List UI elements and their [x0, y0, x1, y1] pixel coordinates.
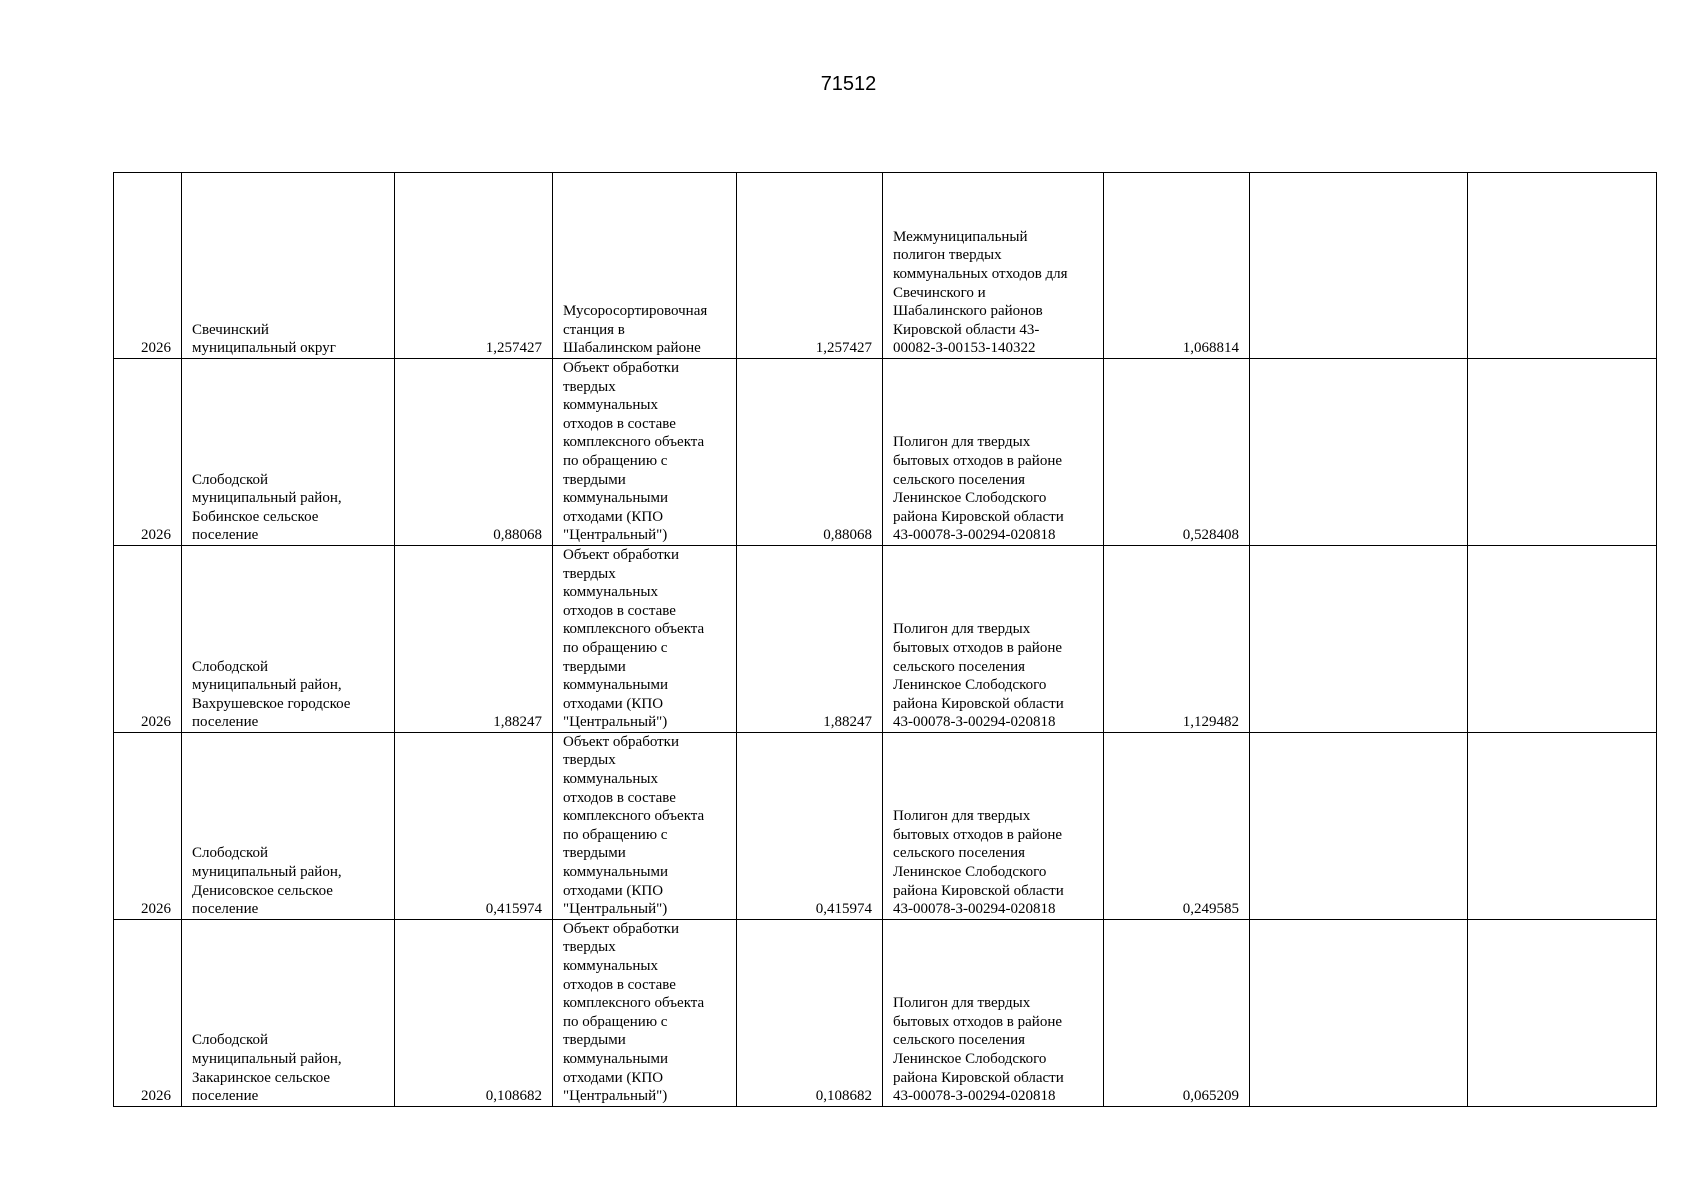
year-cell: 2026 — [114, 732, 182, 919]
landfill-volume-cell: 0,249585 — [1104, 732, 1250, 919]
municipality-cell: Слободской муниципальный район, Закаринское сельское поселение — [182, 919, 395, 1106]
empty-cell — [1250, 359, 1468, 546]
empty-cell — [1468, 173, 1657, 359]
empty-cell — [1468, 919, 1657, 1106]
landfill-volume-cell: 1,129482 — [1104, 545, 1250, 732]
year-cell: 2026 — [114, 359, 182, 546]
landfill-volume-cell: 0,528408 — [1104, 359, 1250, 546]
landfill-cell: Полигон для твердых бытовых отходов в районе сельского поселения Ленинское Слободского района Кировской области 43-00078-З-00294-020818 — [883, 545, 1104, 732]
table-row — [114, 732, 1657, 919]
empty-cell — [1468, 732, 1657, 919]
table-row — [114, 545, 1657, 732]
facility-cell: Объект обработки твердых коммунальных отходов в составе комплексного объекта по обращению с твердыми коммунальными отходами (КПО "Центральный") — [553, 359, 737, 546]
facility-volume-cell: 1,257427 — [737, 173, 883, 359]
facility-cell: Объект обработки твердых коммунальных отходов в составе комплексного объекта по обращению с твердыми коммунальными отходами (КПО "Центральный") — [553, 545, 737, 732]
empty-cell — [1250, 545, 1468, 732]
municipality-cell: Слободской муниципальный район, Вахрушевское городское поселение — [182, 545, 395, 732]
table-row — [114, 173, 1657, 359]
year-cell: 2026 — [114, 545, 182, 732]
empty-cell — [1250, 173, 1468, 359]
empty-cell — [1468, 359, 1657, 546]
facility-volume-cell: 0,108682 — [737, 919, 883, 1106]
volume-cell: 0,415974 — [395, 732, 553, 919]
landfill-volume-cell: 1,068814 — [1104, 173, 1250, 359]
table-row — [114, 919, 1657, 1106]
landfill-cell: Межмуниципальный полигон твердых коммунальных отходов для Свечинского и Шабалинского районов Кировской области 43- 00082-З-00153-140322 — [883, 173, 1104, 359]
municipality-cell: Слободской муниципальный район, Бобинское сельское поселение — [182, 359, 395, 546]
page-number: 71512 — [820, 73, 877, 95]
facility-cell: Мусоросортировочная станция в Шабалинском районе — [553, 173, 737, 359]
facility-cell: Объект обработки твердых коммунальных отходов в составе комплексного объекта по обращению с твердыми коммунальными отходами (КПО "Центральный") — [553, 919, 737, 1106]
waste-flow-table — [113, 172, 1657, 1107]
volume-cell: 1,88247 — [395, 545, 553, 732]
volume-cell: 1,257427 — [395, 173, 553, 359]
volume-cell: 0,88068 — [395, 359, 553, 546]
facility-volume-cell: 0,415974 — [737, 732, 883, 919]
landfill-cell: Полигон для твердых бытовых отходов в районе сельского поселения Ленинское Слободского района Кировской области 43-00078-З-00294-020818 — [883, 359, 1104, 546]
landfill-volume-cell: 0,065209 — [1104, 919, 1250, 1106]
empty-cell — [1250, 732, 1468, 919]
municipality-cell: Слободской муниципальный район, Денисовское сельское поселение — [182, 732, 395, 919]
volume-cell: 0,108682 — [395, 919, 553, 1106]
year-cell: 2026 — [114, 173, 182, 359]
empty-cell — [1468, 545, 1657, 732]
facility-cell: Объект обработки твердых коммунальных отходов в составе комплексного объекта по обращению с твердыми коммунальными отходами (КПО "Центральный") — [553, 732, 737, 919]
facility-volume-cell: 0,88068 — [737, 359, 883, 546]
municipality-cell: Свечинский муниципальный округ — [182, 173, 395, 359]
year-cell: 2026 — [114, 919, 182, 1106]
landfill-cell: Полигон для твердых бытовых отходов в районе сельского поселения Ленинское Слободского района Кировской области 43-00078-З-00294-020818 — [883, 919, 1104, 1106]
landfill-cell: Полигон для твердых бытовых отходов в районе сельского поселения Ленинское Слободского района Кировской области 43-00078-З-00294-020818 — [883, 732, 1104, 919]
facility-volume-cell: 1,88247 — [737, 545, 883, 732]
table-row — [114, 359, 1657, 546]
empty-cell — [1250, 919, 1468, 1106]
